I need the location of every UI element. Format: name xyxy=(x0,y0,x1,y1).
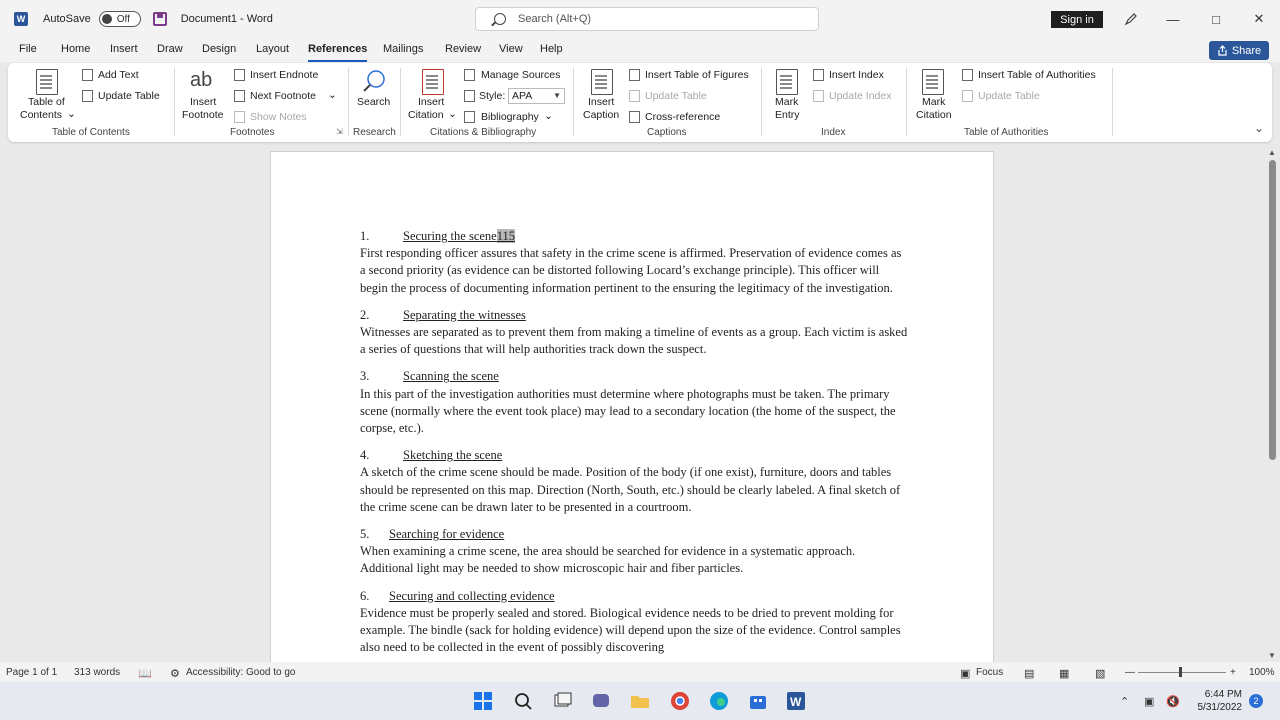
tray-chevron-up-icon[interactable]: ⌃ xyxy=(1120,696,1130,708)
insert-citation-label2: Citation xyxy=(408,109,444,121)
group-label-index: Index xyxy=(821,127,846,138)
update-index-button[interactable]: Update Index xyxy=(829,90,892,102)
page-count[interactable]: Page 1 of 1 xyxy=(6,667,58,678)
zoom-slider[interactable] xyxy=(1138,672,1226,673)
document-page[interactable] xyxy=(270,151,994,662)
scroll-down-icon[interactable]: ▼ xyxy=(1268,651,1276,660)
manage-sources-icon xyxy=(464,69,475,81)
search-icon[interactable] xyxy=(513,691,533,711)
tab-references[interactable]: References xyxy=(308,43,368,55)
section-number: 3. xyxy=(360,369,370,384)
system-clock[interactable] xyxy=(1192,688,1242,714)
show-notes-button[interactable]: Show Notes xyxy=(250,111,307,123)
store-icon[interactable] xyxy=(748,691,768,711)
tab-help[interactable]: Help xyxy=(540,43,563,55)
insert-caption-button[interactable]: Insert xyxy=(588,96,615,108)
insert-footnote-icon: ab xyxy=(190,69,213,91)
network-icon[interactable]: ▣ xyxy=(1144,696,1155,708)
section-heading xyxy=(360,228,910,245)
table-of-contents-button[interactable]: Table of xyxy=(28,96,65,108)
update-table-icon xyxy=(82,90,93,102)
group-label-toa: Table of Authorities xyxy=(964,127,1049,138)
focus-icon: ▣ xyxy=(960,668,971,680)
table-of-contents-label2: Contents xyxy=(20,109,63,121)
insert-caption-icon xyxy=(591,69,613,95)
group-label-toc: Table of Contents xyxy=(52,127,130,138)
tab-insert[interactable]: Insert xyxy=(110,43,138,55)
tab-file[interactable]: File xyxy=(19,43,37,55)
share-label: Share xyxy=(1231,44,1262,57)
zoom-level[interactable]: 100% xyxy=(1249,667,1275,678)
group-separator xyxy=(174,68,175,136)
accessibility-status[interactable]: Accessibility: Good to go xyxy=(186,667,296,678)
insert-endnote-button[interactable]: Insert Endnote xyxy=(250,69,319,81)
group-separator xyxy=(1112,68,1113,136)
insert-endnote-icon xyxy=(234,69,245,81)
tab-review[interactable]: Review xyxy=(445,43,482,55)
chrome-icon[interactable] xyxy=(670,691,690,711)
section xyxy=(360,447,910,516)
section-title: Separating the witnesses xyxy=(403,307,526,322)
add-text-icon xyxy=(82,69,93,81)
section xyxy=(360,526,910,578)
section-body: Evidence must be properly sealed and stored. Biological evidence needs to be dried to prevent molding for example. The bindle (sack for holding evidence) will depend upon the size of the evidence. Control samples also need to be collected in the event of possibly discovering xyxy=(360,605,901,655)
insert-table-of-figures-icon xyxy=(629,69,640,81)
ribbon xyxy=(8,63,1272,142)
chevron-down-icon: ⌄ xyxy=(448,108,457,120)
clock-date: 5/31/2022 xyxy=(1197,702,1242,713)
insert-table-of-authorities-button[interactable]: Insert Table of Authorities xyxy=(978,69,1096,81)
document-area xyxy=(0,148,1265,662)
add-text-button[interactable]: Add Text xyxy=(98,69,139,81)
search-icon xyxy=(494,13,506,25)
table-of-contents-icon xyxy=(36,69,58,95)
zoom-out-icon[interactable]: — xyxy=(1125,667,1135,678)
mark-citation-button[interactable]: Mark xyxy=(922,96,946,108)
footnotes-launcher-icon[interactable]: ⇲ xyxy=(336,127,343,136)
zoom-in-icon[interactable]: + xyxy=(1230,667,1236,678)
group-separator xyxy=(573,68,574,136)
tab-design[interactable]: Design xyxy=(202,43,237,55)
minimize-icon[interactable]: — xyxy=(1166,11,1180,27)
proofing-icon[interactable]: 📖 xyxy=(138,668,152,680)
group-label-citations: Citations & Bibliography xyxy=(430,127,537,138)
tab-home[interactable]: Home xyxy=(61,43,91,55)
section-body: Witnesses are separated as to prevent them from making a timeline of events as a group. Each victim is asked a series of questions that will help authorities track down the suspect. xyxy=(360,325,908,357)
pen-icon[interactable] xyxy=(1124,12,1138,26)
bibliography-icon xyxy=(464,111,475,123)
word-count[interactable]: 313 words xyxy=(74,667,121,678)
svg-text:W: W xyxy=(790,695,802,709)
style-label: Style: xyxy=(479,90,506,102)
accessibility-icon: ⚙ xyxy=(170,668,180,680)
section-body: A sketch of the crime scene should be made. Position of the body (if one exist), furniture, doors and tables should be represented on this map. Direction (North, South, etc.) should be clearly labeled. A final sketch of the crime scene can be drawn later to be presented in a courtroom. xyxy=(360,465,901,514)
print-layout-icon[interactable]: ▦ xyxy=(1059,668,1070,680)
read-mode-icon[interactable]: ▤ xyxy=(1024,668,1035,680)
document-title: Document1 - Word xyxy=(180,13,273,25)
manage-sources-button[interactable]: Manage Sources xyxy=(481,69,561,81)
collapse-ribbon-icon[interactable]: ⌄ xyxy=(1254,121,1265,135)
status-bar xyxy=(0,662,1280,682)
update-table-icon xyxy=(962,90,973,102)
taskbar xyxy=(0,682,1280,720)
insert-footnote-button[interactable]: Insert xyxy=(190,96,217,108)
section-heading xyxy=(360,307,910,324)
maximize-icon[interactable]: □ xyxy=(1212,11,1220,27)
insert-table-of-authorities-icon xyxy=(962,69,973,81)
chevron-down-icon: ▼ xyxy=(553,91,561,100)
mark-entry-button[interactable]: Mark xyxy=(775,96,799,108)
update-table-icon xyxy=(629,90,640,102)
section-number: 2. xyxy=(360,307,370,322)
insert-footnote-label2: Footnote xyxy=(182,109,224,121)
style-value: APA xyxy=(512,90,533,102)
update-table-captions-button[interactable]: Update Table xyxy=(645,90,707,102)
tab-draw[interactable]: Draw xyxy=(157,43,183,55)
edge-icon[interactable] xyxy=(709,691,729,711)
section-heading xyxy=(360,526,910,543)
group-separator xyxy=(906,68,907,136)
section-heading xyxy=(360,588,910,605)
web-layout-icon[interactable]: ▧ xyxy=(1095,668,1106,680)
group-separator xyxy=(761,68,762,136)
section-body: In this part of the investigation authorities must determine where photographs must be taken. The primary scene (normally where the event took place) may lead to a secondary location (the home of the suspect, the corpse, etc.). xyxy=(360,386,896,436)
search-icon xyxy=(361,68,387,94)
insert-index-button[interactable]: Insert Index xyxy=(829,69,884,81)
mark-entry-icon xyxy=(776,69,798,95)
search-placeholder: Search (Alt+Q) xyxy=(518,13,592,25)
group-separator xyxy=(348,68,349,136)
clock-time: 6:44 PM xyxy=(1204,689,1242,700)
show-notes-icon xyxy=(234,111,245,123)
section xyxy=(360,307,910,359)
tab-view[interactable]: View xyxy=(499,43,523,55)
chevron-down-icon: ⌄ xyxy=(67,108,76,120)
group-separator xyxy=(400,68,401,136)
search-button[interactable]: Search xyxy=(357,96,391,108)
share-button[interactable] xyxy=(1209,41,1269,60)
section-number: 4. xyxy=(360,448,370,463)
section-heading xyxy=(360,447,910,464)
file-explorer-icon[interactable] xyxy=(630,691,650,711)
insert-citation-button[interactable]: Insert xyxy=(418,96,445,108)
mark-citation-label2: Citation xyxy=(916,109,952,121)
section-heading xyxy=(360,368,910,385)
group-label-research: Research xyxy=(353,127,396,138)
update-index-icon xyxy=(813,90,824,102)
insert-table-of-figures-button[interactable]: Insert Table of Figures xyxy=(645,69,749,81)
bibliography-button[interactable]: Bibliography xyxy=(481,111,539,123)
focus-button[interactable]: Focus xyxy=(976,667,1004,678)
autosave-label: AutoSave xyxy=(43,13,91,25)
group-label-footnotes: Footnotes xyxy=(230,127,275,138)
section xyxy=(360,368,910,437)
ribbon-tabs xyxy=(0,38,1280,62)
word-app-icon: W xyxy=(14,12,28,26)
next-footnote-icon xyxy=(234,90,245,102)
close-icon[interactable]: ✕ xyxy=(1253,11,1265,26)
vertical-scrollbar[interactable] xyxy=(1265,148,1280,662)
section-title: Scanning the scene xyxy=(403,369,499,384)
next-footnote-dropdown-icon[interactable]: ⌄ xyxy=(328,89,337,101)
notification-badge[interactable]: 2 xyxy=(1249,694,1263,708)
tab-layout[interactable]: Layout xyxy=(256,43,290,55)
word-taskbar-icon[interactable] xyxy=(786,691,806,711)
style-select[interactable] xyxy=(508,88,565,104)
style-icon xyxy=(464,90,475,102)
save-icon[interactable] xyxy=(153,12,167,26)
mark-entry-label2: Entry xyxy=(775,109,800,121)
toggle-knob xyxy=(102,14,112,24)
section-number: 1. xyxy=(360,229,370,243)
scrollbar-thumb[interactable] xyxy=(1269,160,1276,460)
section-number: 6. xyxy=(360,588,370,603)
scroll-up-icon[interactable]: ▲ xyxy=(1268,148,1276,157)
mark-citation-icon xyxy=(922,69,944,95)
section-number: 5. xyxy=(360,527,370,542)
section-body: When examining a crime scene, the area should be searched for evidence in a systematic approach. Additional light may be needed to show microscopic hair and fiber particles. xyxy=(360,544,856,576)
footnote-reference[interactable]: 115 xyxy=(496,229,516,243)
autosave-state: Off xyxy=(116,13,130,25)
autosave-toggle[interactable] xyxy=(99,11,141,27)
sign-in-button[interactable]: Sign in xyxy=(1051,11,1103,28)
update-table-toa-button[interactable]: Update Table xyxy=(978,90,1040,102)
insert-caption-label2: Caption xyxy=(583,109,620,121)
section-title: Sketching the scene xyxy=(403,448,503,463)
section-title: Securing and collecting evidence xyxy=(389,588,555,603)
chevron-down-icon: ⌄ xyxy=(544,110,553,122)
document-content[interactable] xyxy=(360,228,910,662)
volume-muted-icon[interactable]: 🔇 xyxy=(1166,696,1180,708)
task-view-icon[interactable] xyxy=(553,691,573,711)
share-icon xyxy=(1217,45,1228,56)
section-title: Searching for evidence xyxy=(389,527,505,542)
group-label-captions: Captions xyxy=(647,127,687,138)
cross-reference-icon xyxy=(629,111,640,123)
search-box[interactable] xyxy=(475,7,819,31)
zoom-slider-thumb[interactable] xyxy=(1179,667,1182,677)
section-title: Securing the scene xyxy=(403,229,497,243)
section xyxy=(360,228,910,297)
chat-icon[interactable] xyxy=(591,691,611,711)
windows-start-icon[interactable] xyxy=(473,691,493,711)
tab-mailings[interactable]: Mailings xyxy=(383,43,424,55)
insert-index-icon xyxy=(813,69,824,81)
next-footnote-button[interactable]: Next Footnote xyxy=(250,90,316,102)
update-table-button[interactable]: Update Table xyxy=(98,90,160,102)
section-body: First responding officer assures that safety in the crime scene is affirmed. Preservation of evidence comes as a second priority (as evidence can be distorted following Locard’s exchange principle). This officer will begin the process of documenting information pertinent to the ensuring the legitimacy of the investigation. xyxy=(360,246,902,295)
insert-citation-icon xyxy=(422,69,444,95)
section xyxy=(360,588,910,657)
cross-reference-button[interactable]: Cross-reference xyxy=(645,111,721,123)
